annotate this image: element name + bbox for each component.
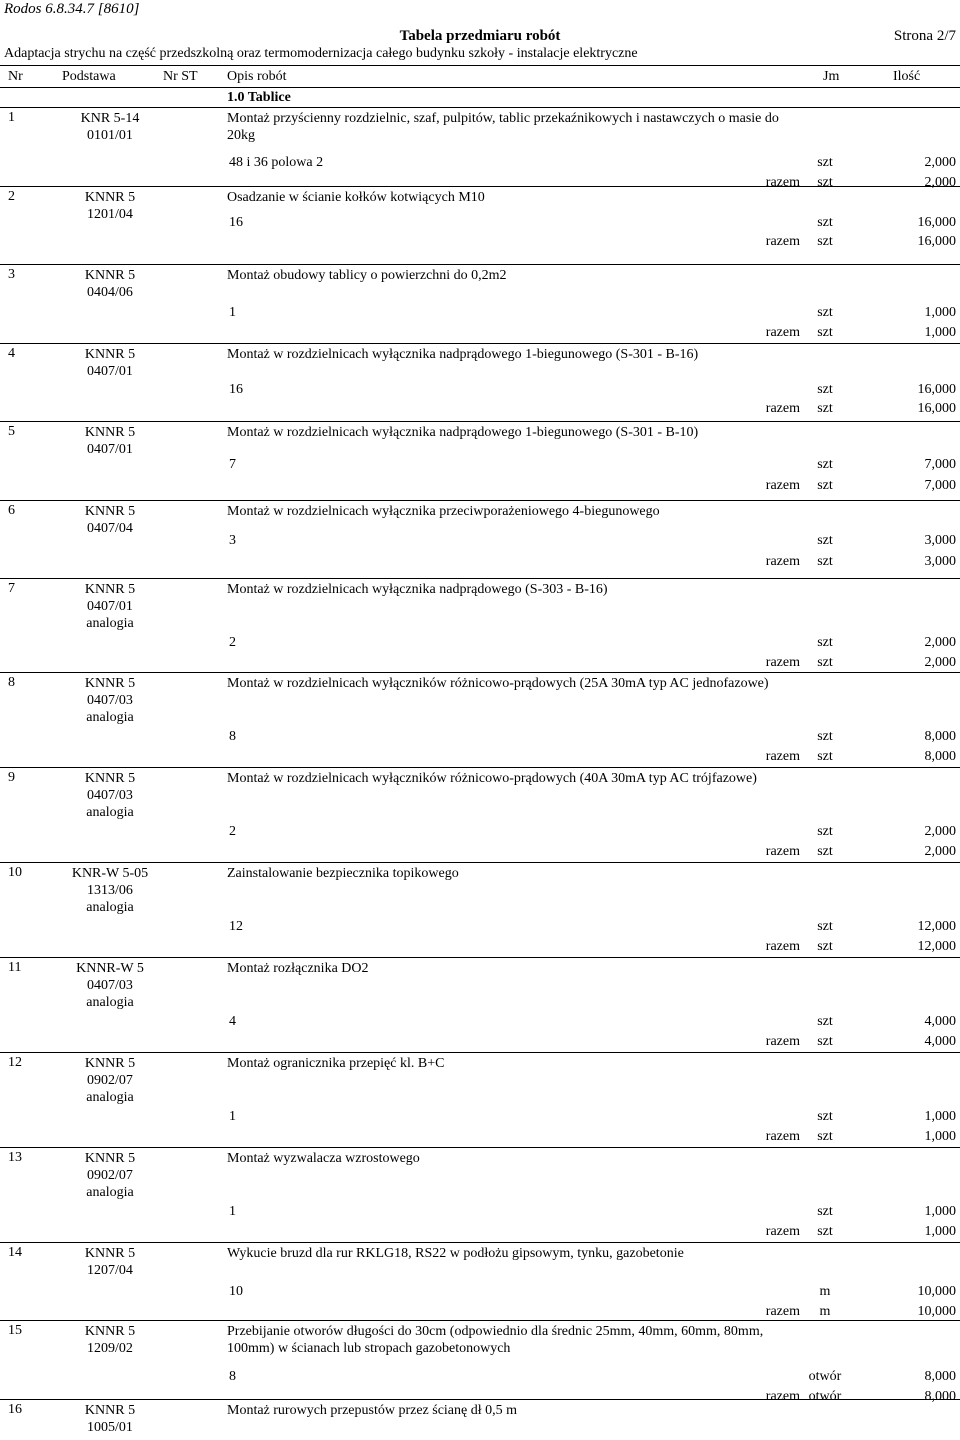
quantity-row bbox=[0, 919, 960, 937]
total-row bbox=[0, 1034, 960, 1052]
item-number: 7 bbox=[8, 581, 15, 596]
item-description: Montaż w rozdzielnicach wyłącznika nadprądowego 1-biegunowego (S-301 - B-10) bbox=[227, 425, 699, 440]
total-row bbox=[0, 554, 960, 572]
total-unit: szt bbox=[817, 844, 833, 859]
quantity: 1,000 bbox=[924, 1109, 956, 1124]
total-unit: szt bbox=[817, 554, 833, 569]
row-separator bbox=[0, 421, 960, 422]
total-row bbox=[0, 939, 960, 957]
unit: szt bbox=[817, 305, 833, 320]
quantity-row bbox=[0, 533, 960, 551]
item-code-line: KNNR-W 5 bbox=[76, 961, 144, 976]
item-number: 11 bbox=[8, 960, 22, 975]
quantity-row bbox=[0, 1109, 960, 1127]
total-quantity: 16,000 bbox=[917, 401, 956, 416]
total-label: razem bbox=[765, 554, 800, 569]
quantity-expression: 10 bbox=[229, 1284, 243, 1299]
total-label: razem bbox=[765, 655, 800, 670]
total-row bbox=[0, 1129, 960, 1147]
unit: szt bbox=[817, 215, 833, 230]
total-quantity: 3,000 bbox=[924, 554, 956, 569]
item-code bbox=[40, 960, 180, 1011]
item-description: Zainstalowanie bezpiecznika topikowego bbox=[227, 866, 459, 881]
item-code-line: analogia bbox=[86, 805, 134, 820]
total-label: razem bbox=[765, 478, 800, 493]
total-row bbox=[0, 325, 960, 343]
item-code-line: analogia bbox=[86, 900, 134, 915]
item-code bbox=[40, 346, 180, 380]
total-unit: otwór bbox=[808, 1389, 842, 1404]
quantity: 16,000 bbox=[917, 382, 956, 397]
unit: m bbox=[819, 1284, 831, 1299]
quantity: 2,000 bbox=[924, 635, 956, 650]
item-code-line: analogia bbox=[86, 1090, 134, 1105]
quantity: 16,000 bbox=[917, 215, 956, 230]
total-row bbox=[0, 655, 960, 673]
quantity: 2,000 bbox=[924, 824, 956, 839]
item-code-line: 1313/06 bbox=[87, 883, 133, 898]
item-code bbox=[40, 1150, 180, 1201]
total-quantity: 2,000 bbox=[924, 655, 956, 670]
item-description: Przebijanie otworów długości do 30cm (odpowiednio dla średnic 25mm, 40mm, 60mm, 80mm, 100mm) w ścianach lub stropach gazobetonowych bbox=[227, 1324, 764, 1356]
total-label: razem bbox=[765, 749, 800, 764]
item-number: 16 bbox=[8, 1402, 22, 1417]
item-code-line: 0407/01 bbox=[87, 599, 133, 614]
quantity-row bbox=[0, 1369, 960, 1387]
item-number: 15 bbox=[8, 1323, 22, 1338]
quantity-row bbox=[0, 824, 960, 842]
item-code bbox=[40, 865, 180, 916]
unit: szt bbox=[817, 533, 833, 548]
item-code-line: analogia bbox=[86, 1185, 134, 1200]
item-description: Montaż rurowych przepustów przez ścianę dł 0,5 m bbox=[227, 1403, 518, 1418]
quantity-expression: 8 bbox=[229, 729, 236, 744]
item-code-line: 0404/06 bbox=[87, 285, 133, 300]
quantity: 4,000 bbox=[924, 1014, 956, 1029]
quantity-expression: 4 bbox=[229, 1014, 236, 1029]
item-code-line: KNNR 5 bbox=[84, 190, 136, 205]
quantity-row bbox=[0, 729, 960, 747]
item-number: 10 bbox=[8, 865, 22, 880]
total-unit: szt bbox=[817, 1129, 833, 1144]
quantity-expression: 48 i 36 polowa 2 bbox=[229, 155, 324, 170]
total-row bbox=[0, 234, 960, 252]
quantity-expression: 16 bbox=[229, 215, 243, 230]
item-code-line: analogia bbox=[86, 995, 134, 1010]
item-code-line: KNNR 5 bbox=[84, 1151, 136, 1166]
item-code-line: 0407/04 bbox=[87, 521, 133, 536]
item-code-line: KNNR 5 bbox=[84, 1246, 136, 1261]
quantity-row bbox=[0, 305, 960, 323]
quantity-row bbox=[0, 1014, 960, 1032]
unit: szt bbox=[817, 457, 833, 472]
item-code-line: 1005/01 bbox=[87, 1420, 133, 1435]
unit: szt bbox=[817, 729, 833, 744]
item-code-line: 0902/07 bbox=[87, 1073, 133, 1088]
total-unit: szt bbox=[817, 175, 833, 190]
row-separator bbox=[0, 107, 960, 108]
col-header-nr-st: Nr ST bbox=[163, 69, 198, 84]
item-code-line: 0407/01 bbox=[87, 364, 133, 379]
total-quantity: 1,000 bbox=[924, 1129, 956, 1144]
total-row bbox=[0, 478, 960, 496]
item-code-line: KNR-W 5-05 bbox=[71, 866, 149, 881]
total-unit: szt bbox=[817, 939, 833, 954]
header-top-rule bbox=[0, 65, 960, 66]
total-label: razem bbox=[765, 939, 800, 954]
quantity-expression: 1 bbox=[229, 1109, 236, 1124]
total-unit: szt bbox=[817, 478, 833, 493]
item-code-line: KNNR 5 bbox=[84, 771, 136, 786]
quantity-expression: 16 bbox=[229, 382, 243, 397]
item-code bbox=[40, 110, 180, 144]
total-label: razem bbox=[765, 1224, 800, 1239]
total-label: razem bbox=[765, 234, 800, 249]
total-quantity: 2,000 bbox=[924, 844, 956, 859]
quantity: 12,000 bbox=[917, 919, 956, 934]
row-separator bbox=[0, 264, 960, 265]
quantity-expression: 8 bbox=[229, 1369, 236, 1384]
row-separator bbox=[0, 186, 960, 187]
row-separator bbox=[0, 1320, 960, 1321]
total-quantity: 8,000 bbox=[924, 749, 956, 764]
item-code bbox=[40, 675, 180, 726]
total-row bbox=[0, 401, 960, 419]
total-unit: szt bbox=[817, 234, 833, 249]
item-description: Montaż w rozdzielnicach wyłącznika nadprądowego 1-biegunowego (S-301 - B-16) bbox=[227, 347, 699, 362]
quantity-expression: 2 bbox=[229, 635, 236, 650]
item-code bbox=[40, 1055, 180, 1106]
item-code-line: KNNR 5 bbox=[84, 1324, 136, 1339]
quantity-row bbox=[0, 382, 960, 400]
item-number: 13 bbox=[8, 1150, 22, 1165]
total-quantity: 16,000 bbox=[917, 234, 956, 249]
quantity: 3,000 bbox=[924, 533, 956, 548]
item-code-line: analogia bbox=[86, 616, 134, 631]
item-number: 5 bbox=[8, 424, 15, 439]
item-number: 8 bbox=[8, 675, 15, 690]
item-code-line: 1209/02 bbox=[87, 1341, 133, 1356]
total-label: razem bbox=[765, 1304, 800, 1319]
item-number: 12 bbox=[8, 1055, 22, 1070]
item-number: 4 bbox=[8, 346, 15, 361]
item-code-line: KNR 5-14 bbox=[80, 111, 140, 126]
total-unit: szt bbox=[817, 749, 833, 764]
total-quantity: 10,000 bbox=[917, 1304, 956, 1319]
total-unit: szt bbox=[817, 1034, 833, 1049]
row-separator bbox=[0, 500, 960, 501]
total-quantity: 4,000 bbox=[924, 1034, 956, 1049]
item-code-line: 0407/03 bbox=[87, 978, 133, 993]
quantity: 1,000 bbox=[924, 305, 956, 320]
item-description: Montaż w rozdzielnicach wyłączników różnicowo-prądowych (25A 30mA typ AC jednofazowe) bbox=[227, 676, 769, 691]
item-code-line: 0407/03 bbox=[87, 693, 133, 708]
unit: szt bbox=[817, 919, 833, 934]
row-separator bbox=[0, 1399, 960, 1400]
item-code-line: 0902/07 bbox=[87, 1168, 133, 1183]
item-code bbox=[40, 1402, 180, 1436]
item-number: 2 bbox=[8, 189, 15, 204]
item-description: Montaż w rozdzielnicach wyłącznika przeciwporażeniowego 4-biegunowego bbox=[227, 504, 660, 519]
total-unit: szt bbox=[817, 325, 833, 340]
header-bottom-rule bbox=[0, 87, 960, 88]
unit: otwór bbox=[808, 1369, 842, 1384]
total-row bbox=[0, 749, 960, 767]
row-separator bbox=[0, 578, 960, 579]
total-quantity: 8,000 bbox=[924, 1389, 956, 1404]
quantity-expression: 12 bbox=[229, 919, 243, 934]
total-unit: szt bbox=[817, 401, 833, 416]
total-label: razem bbox=[765, 325, 800, 340]
item-code bbox=[40, 581, 180, 632]
unit: szt bbox=[817, 1109, 833, 1124]
section-title: 1.0 Tablice bbox=[227, 90, 291, 105]
row-separator bbox=[0, 672, 960, 673]
item-description: Montaż obudowy tablicy o powierzchni do 0,2m2 bbox=[227, 268, 507, 283]
item-description: Wykucie bruzd dla rur RKLG18, RS22 w podłożu gipsowym, tynku, gazobetonie bbox=[227, 1246, 684, 1261]
row-separator bbox=[0, 862, 960, 863]
quantity-row bbox=[0, 155, 960, 173]
item-code-line: KNNR 5 bbox=[84, 425, 136, 440]
item-code-line: KNNR 5 bbox=[84, 1403, 136, 1418]
total-label: razem bbox=[765, 1129, 800, 1144]
unit: szt bbox=[817, 824, 833, 839]
unit: szt bbox=[817, 382, 833, 397]
total-row bbox=[0, 844, 960, 862]
col-header-nr: Nr bbox=[8, 69, 23, 84]
item-description: Montaż ogranicznika przepięć kl. B+C bbox=[227, 1056, 445, 1071]
row-separator bbox=[0, 767, 960, 768]
item-code bbox=[40, 1245, 180, 1279]
item-code-line: analogia bbox=[86, 710, 134, 725]
quantity-row bbox=[0, 1204, 960, 1222]
quantity-row bbox=[0, 457, 960, 475]
total-label: razem bbox=[765, 1034, 800, 1049]
app-version: Rodos 6.8.34.7 [8610] bbox=[4, 1, 140, 17]
row-separator bbox=[0, 1242, 960, 1243]
item-code-line: 0407/01 bbox=[87, 442, 133, 457]
document-title: Tabela przedmiaru robót bbox=[399, 28, 561, 44]
item-code-line: KNNR 5 bbox=[84, 347, 136, 362]
quantity: 8,000 bbox=[924, 729, 956, 744]
item-code bbox=[40, 503, 180, 537]
item-code-line: 0101/01 bbox=[87, 128, 133, 143]
item-number: 9 bbox=[8, 770, 15, 785]
item-description: Montaż w rozdzielnicach wyłącznika nadprądowego (S-303 - B-16) bbox=[227, 582, 608, 597]
item-number: 14 bbox=[8, 1245, 22, 1260]
quantity-row bbox=[0, 635, 960, 653]
row-separator bbox=[0, 343, 960, 344]
quantity: 10,000 bbox=[917, 1284, 956, 1299]
item-code bbox=[40, 267, 180, 301]
item-code bbox=[40, 424, 180, 458]
quantity-expression: 7 bbox=[229, 457, 236, 472]
total-unit: m bbox=[819, 1304, 831, 1319]
total-label: razem bbox=[765, 844, 800, 859]
item-code-line: KNNR 5 bbox=[84, 676, 136, 691]
item-code-line: KNNR 5 bbox=[84, 582, 136, 597]
item-code-line: 1207/04 bbox=[87, 1263, 133, 1278]
quantity-expression: 3 bbox=[229, 533, 236, 548]
quantity-row bbox=[0, 1284, 960, 1302]
item-code-line: KNNR 5 bbox=[84, 1056, 136, 1071]
total-unit: szt bbox=[817, 1224, 833, 1239]
total-quantity: 7,000 bbox=[924, 478, 956, 493]
item-description: Montaż przyścienny rozdzielnic, szaf, pulpitów, tablic przekaźnikowych i nastawczych o masie do 20kg bbox=[227, 111, 779, 143]
total-label: razem bbox=[765, 175, 800, 190]
total-quantity: 1,000 bbox=[924, 325, 956, 340]
quantity-expression: 1 bbox=[229, 1204, 236, 1219]
item-description: Montaż rozłącznika DO2 bbox=[227, 961, 369, 976]
quantity-expression: 1 bbox=[229, 305, 236, 320]
quantity: 1,000 bbox=[924, 1204, 956, 1219]
unit: szt bbox=[817, 1014, 833, 1029]
item-code bbox=[40, 1323, 180, 1357]
quantity-row bbox=[0, 215, 960, 233]
quantity: 2,000 bbox=[924, 155, 956, 170]
quantity-expression: 2 bbox=[229, 824, 236, 839]
item-code-line: KNNR 5 bbox=[84, 504, 136, 519]
item-description: Montaż wyzwalacza wzrostowego bbox=[227, 1151, 420, 1166]
total-label: razem bbox=[765, 1389, 800, 1404]
col-header-ilosc: Ilość bbox=[893, 69, 921, 84]
total-unit: szt bbox=[817, 655, 833, 670]
quantity: 7,000 bbox=[924, 457, 956, 472]
item-code-line: KNNR 5 bbox=[84, 268, 136, 283]
page-number: Strona 2/7 bbox=[893, 28, 956, 44]
project-name: Adaptacja strychu na część przedszkolną oraz termomodernizacja całego budynku szkoły - instalacje elektryczne bbox=[4, 46, 638, 61]
quantity: 8,000 bbox=[924, 1369, 956, 1384]
total-quantity: 2,000 bbox=[924, 175, 956, 190]
unit: szt bbox=[817, 1204, 833, 1219]
total-label: razem bbox=[765, 401, 800, 416]
total-row bbox=[0, 1224, 960, 1242]
item-code bbox=[40, 770, 180, 821]
total-quantity: 1,000 bbox=[924, 1224, 956, 1239]
item-number: 3 bbox=[8, 267, 15, 282]
item-description: Osadzanie w ścianie kołków kotwiących M10 bbox=[227, 190, 485, 205]
col-header-opis: Opis robót bbox=[227, 69, 287, 84]
unit: szt bbox=[817, 155, 833, 170]
row-separator bbox=[0, 1147, 960, 1148]
row-separator bbox=[0, 1052, 960, 1053]
col-header-jm: Jm bbox=[823, 69, 840, 84]
item-description: Montaż w rozdzielnicach wyłączników różnicowo-prądowych (40A 30mA typ AC trójfazowe) bbox=[227, 771, 757, 786]
item-number: 6 bbox=[8, 503, 15, 518]
item-number: 1 bbox=[8, 110, 15, 125]
row-separator bbox=[0, 957, 960, 958]
item-code-line: 1201/04 bbox=[87, 207, 133, 222]
total-quantity: 12,000 bbox=[917, 939, 956, 954]
unit: szt bbox=[817, 635, 833, 650]
col-header-podstawa: Podstawa bbox=[62, 69, 116, 84]
item-code-line: 0407/03 bbox=[87, 788, 133, 803]
